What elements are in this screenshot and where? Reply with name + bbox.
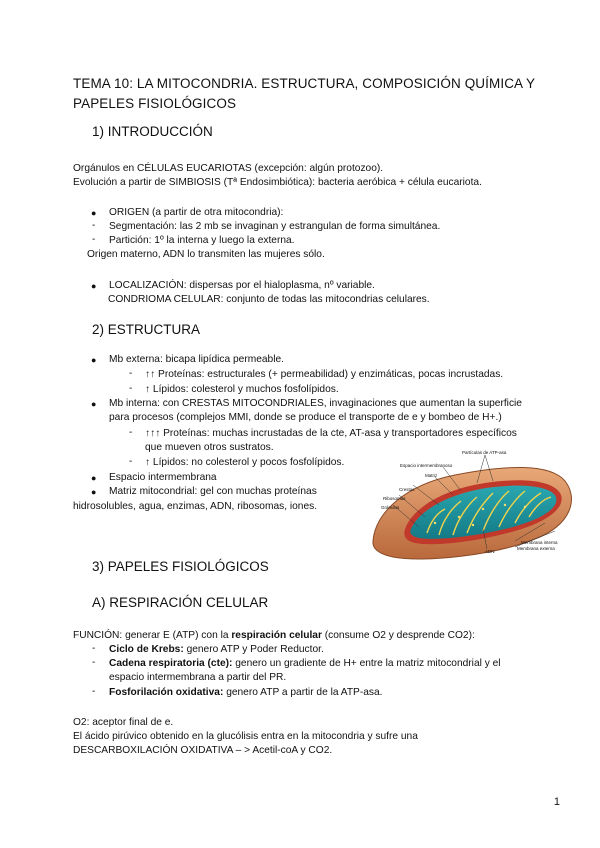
- bullet-icon: ●: [91, 355, 97, 365]
- figure-label: ADN: [485, 549, 495, 554]
- bullet-icon: ●: [91, 473, 97, 483]
- list-item: [109, 643, 324, 657]
- figure-label: Ribosomas: [383, 496, 406, 501]
- section-heading-papeles: 3) PAPELES FISIOLÓGICOS: [92, 559, 269, 574]
- list-item: para procesos (complejos MMI, donde se produce el transporte de e y bombeo de H+.): [109, 412, 502, 423]
- dash-icon: -: [129, 456, 133, 467]
- list-item: LOCALIZACIÓN: dispersas por el hialoplasma, nº variable.: [109, 280, 375, 291]
- list-item: Mb interna: con CRESTAS MITOCONDRIALES, invaginaciones que aumentan la superficie: [109, 398, 522, 409]
- text: genero ATP a partir de la ATP-asa.: [223, 687, 383, 698]
- bold-text: Cadena respiratoria (cte):: [109, 658, 233, 669]
- dash-icon: -: [129, 427, 133, 438]
- figure-label: Crestas: [399, 487, 415, 492]
- bold-text: respiración celular: [231, 630, 322, 641]
- page-title-line2: PAPELES FISIOLÓGICOS: [73, 96, 237, 111]
- list-item: ↑ Lípidos: colesterol y muchos fosfolípidos.: [145, 384, 339, 395]
- figure-label: Partículas de ATP-asa: [462, 450, 507, 455]
- list-item: Mb externa: bicapa lipídica permeable.: [109, 354, 284, 365]
- dash-icon: -: [92, 686, 96, 697]
- paragraph: hidrosolubles, agua, enzimas, ADN, ribosomas, iones.: [73, 501, 318, 512]
- list-item: Espacio intermembrana: [109, 472, 217, 483]
- paragraph-funcion: [73, 629, 475, 643]
- subsection-heading-respiracion: A) RESPIRACIÓN CELULAR: [92, 595, 269, 610]
- list-item: ORIGEN (a partir de otra mitocondria):: [109, 207, 284, 218]
- text: genero un gradiente de H+ entre la matriz mitocondrial y el: [232, 658, 501, 669]
- dash-icon: -: [129, 383, 133, 394]
- paragraph: O2: aceptor final de e.: [73, 717, 174, 728]
- page-number: 1: [553, 796, 560, 808]
- list-item: ↑↑ Proteínas: estructurales (+ permeabilidad) y enzimáticas, pocas incrustadas.: [145, 369, 504, 380]
- list-item: Partición: 1º la interna y luego la externa.: [109, 235, 295, 246]
- figure-label: Matriz: [425, 473, 438, 478]
- figure-label: Gránulos: [381, 505, 400, 510]
- dash-icon: -: [92, 643, 96, 654]
- bullet-icon: ●: [91, 281, 97, 291]
- figure-label: Espacio intermembranoso: [400, 463, 453, 468]
- figure-label: Membrana externa: [517, 546, 555, 551]
- section-heading-estructura: 2) ESTRUCTURA: [92, 322, 201, 337]
- text: (consume O2 y desprende CO2):: [321, 630, 475, 641]
- paragraph: El ácido pirúvico obtenido en la glucólisis entra en la mitocondria y sufre una: [73, 731, 418, 742]
- list-item: [109, 686, 382, 700]
- dash-icon: -: [129, 368, 133, 379]
- dash-icon: -: [92, 657, 96, 668]
- paragraph: Orgánulos en CÉLULAS EUCARIOTAS (excepción: algún protozoo).: [73, 163, 384, 174]
- list-item: Matriz mitocondrial: gel con muchas proteínas: [109, 486, 317, 497]
- text: genero ATP y Poder Reductor.: [183, 644, 324, 655]
- page-title-line1: TEMA 10: LA MITOCONDRIA. ESTRUCTURA, COMPOSICIÓN QUÍMICA Y: [73, 76, 536, 91]
- section-heading-introduccion: 1) INTRODUCCIÓN: [92, 124, 213, 139]
- paragraph: DESCARBOXILACIÓN OXIDATIVA – > Acetil-coA y CO2.: [73, 745, 333, 756]
- text: FUNCIÓN: generar E (ATP) con la: [73, 630, 232, 641]
- bullet-icon: ●: [91, 487, 97, 497]
- list-item: Segmentación: las 2 mb se invaginan y estrangulan de forma simultánea.: [109, 221, 441, 232]
- list-item: ↑↑↑ Proteínas: muchas incrustadas de la cte, AT-asa y transportadores específicos: [145, 428, 517, 439]
- bold-text: Fosforilación oxidativa:: [109, 687, 224, 698]
- figure-label: Membrana interna: [521, 540, 558, 545]
- dash-icon: -: [92, 234, 96, 245]
- list-item: ↑ Lípidos: no colesterol y pocos fosfolípidos.: [145, 457, 345, 468]
- bullet-icon: ●: [91, 208, 97, 218]
- paragraph: CONDRIOMA CELULAR: conjunto de todas las mitocondrias celulares.: [108, 294, 430, 305]
- list-item: que mueven otros sustratos.: [145, 442, 274, 453]
- paragraph: Evolución a partir de SIMBIOSIS (Tª Endosimbiótica): bacteria aeróbica + célula eucariota.: [73, 177, 482, 188]
- dash-icon: -: [92, 220, 96, 231]
- bold-text: Ciclo de Krebs:: [109, 644, 184, 655]
- list-item: espacio intermembrana a partir del PR.: [109, 672, 287, 683]
- list-item: [109, 657, 501, 671]
- bullet-icon: ●: [91, 399, 97, 409]
- paragraph: Origen materno, ADN lo transmiten las mujeres sólo.: [87, 249, 325, 260]
